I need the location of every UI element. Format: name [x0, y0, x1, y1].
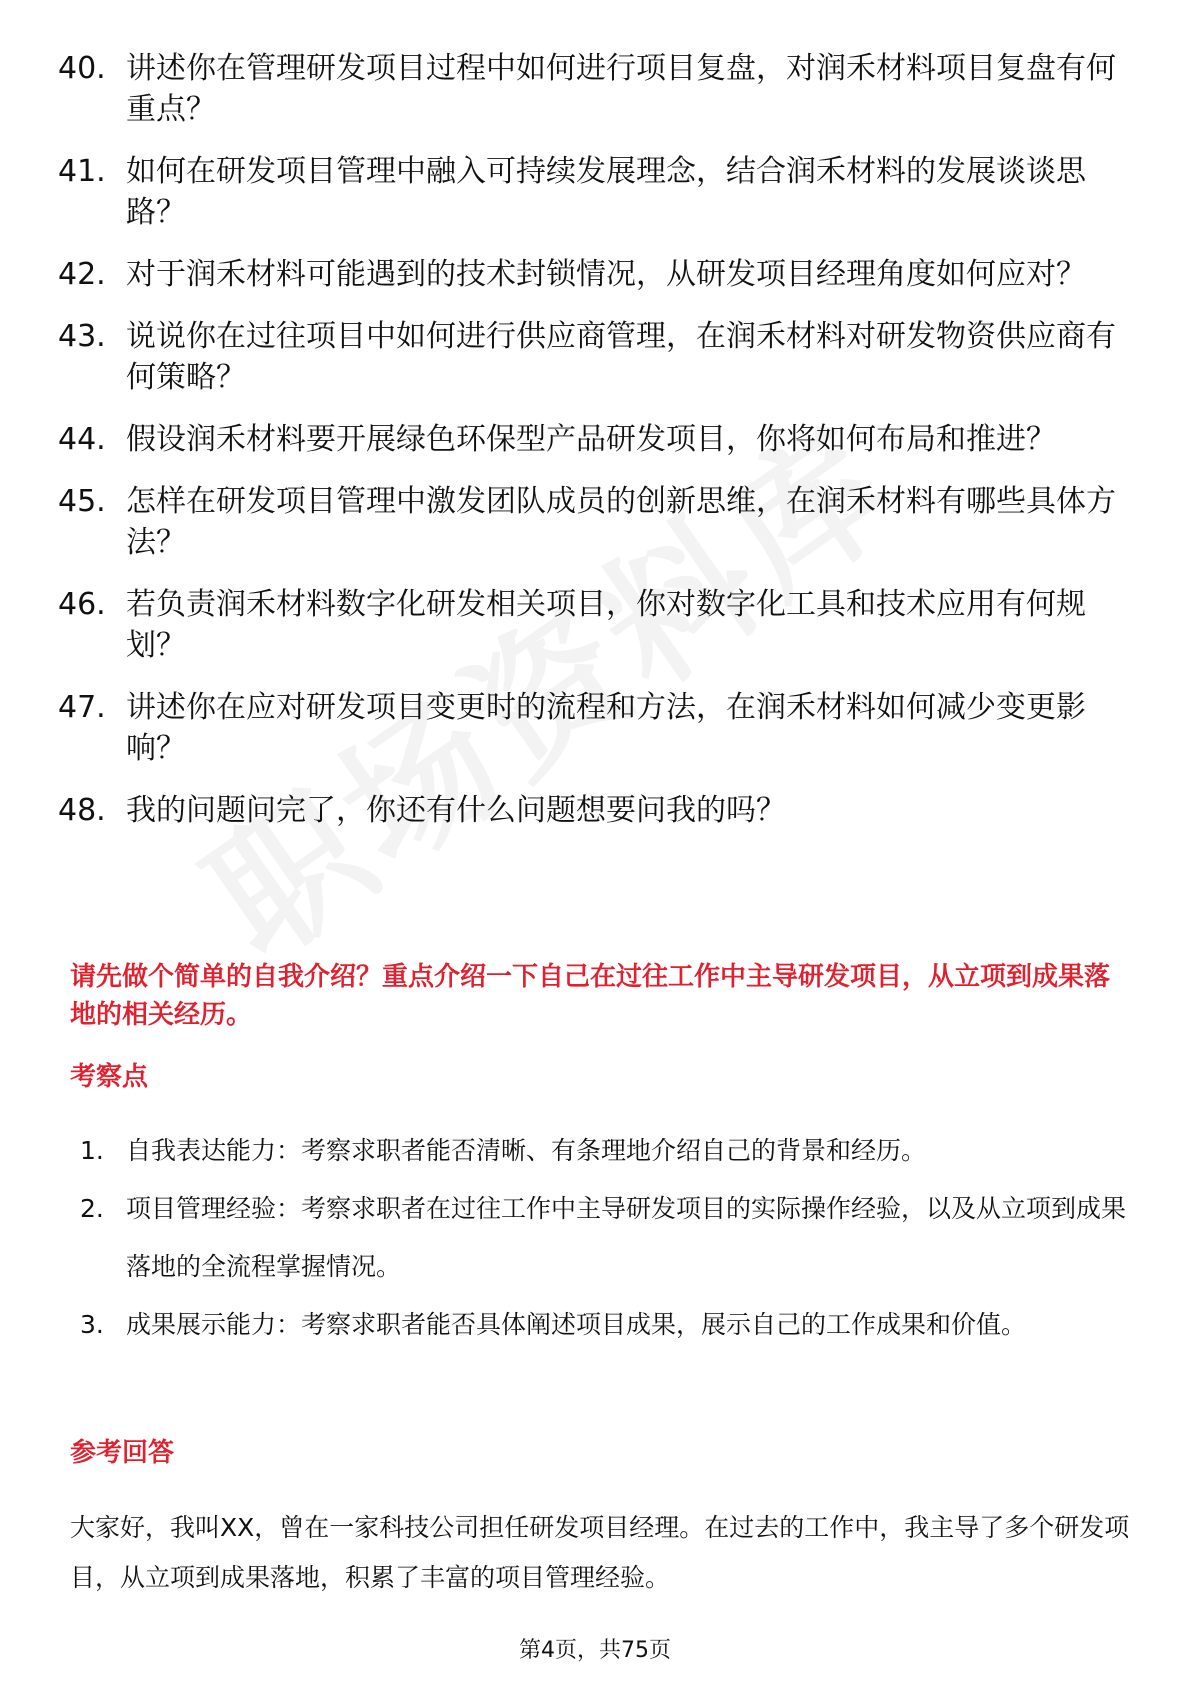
question-item	[58, 687, 1128, 769]
answer-heading: 参考回答	[70, 1438, 175, 1468]
question-number: 43.	[58, 319, 106, 354]
question-text: 若负责润禾材料数字化研发相关项目，你对数字化工具和技术应用有何规划？	[126, 587, 1086, 663]
question-number: 48.	[58, 793, 106, 828]
question-item	[58, 790, 1128, 831]
question-item	[58, 584, 1128, 666]
question-number: 46.	[58, 587, 106, 622]
question-number: 41.	[58, 154, 106, 189]
question-number: 40.	[58, 51, 106, 86]
focus-point	[80, 1180, 1140, 1296]
question-text: 讲述你在管理研发项目过程中如何进行项目复盘，对润禾材料项目复盘有何重点？	[126, 51, 1116, 127]
question-item	[58, 481, 1128, 563]
question-number: 45.	[58, 484, 106, 519]
question-item	[58, 316, 1128, 398]
focus-heading: 考察点	[70, 1062, 149, 1092]
question-item	[58, 151, 1128, 233]
focus-points-list	[80, 1122, 1140, 1354]
question-text: 怎样在研发项目管理中激发团队成员的创新思维，在润禾材料有哪些具体方法？	[126, 484, 1116, 560]
question-text: 对于润禾材料可能遇到的技术封锁情况，从研发项目经理角度如何应对？	[126, 257, 1086, 292]
question-text: 说说你在过往项目中如何进行供应商管理，在润禾材料对研发物资供应商有何策略？	[126, 319, 1116, 395]
focus-point-number: 1.	[80, 1136, 104, 1165]
question-number: 42.	[58, 257, 106, 292]
question-text: 假设润禾材料要开展绿色环保型产品研发项目，你将如何布局和推进？	[126, 422, 1056, 457]
focus-point-text: 成果展示能力：考察求职者能否具体阐述项目成果，展示自己的工作成果和价值。	[126, 1310, 1027, 1339]
answer-paragraph: 大家好，我叫XX，曾在一家科技公司担任研发项目经理。在过去的工作中，我主导了多个研发项目，从立项到成果落地，积累了丰富的项目管理经验。	[70, 1513, 1130, 1592]
question-text: 我的问题问完了，你还有什么问题想要问我的吗？	[126, 793, 786, 828]
section-question: 请先做个简单的自我介绍？重点介绍一下自己在过往工作中主导研发项目，从立项到成果落地的相关经历。	[70, 962, 1111, 1030]
question-number: 44.	[58, 422, 106, 457]
focus-point-text: 自我表达能力：考察求职者能否清晰、有条理地介绍自己的背景和经历。	[126, 1136, 927, 1165]
question-item	[58, 254, 1128, 295]
question-text: 讲述你在应对研发项目变更时的流程和方法，在润禾材料如何减少变更影响？	[126, 690, 1086, 766]
focus-point-text: 项目管理经验：考察求职者在过往工作中主导研发项目的实际操作经验，以及从立项到成果落地的全流程掌握情况。	[126, 1194, 1127, 1281]
question-list	[58, 48, 1128, 852]
question-item	[58, 419, 1128, 460]
focus-point-number: 3.	[80, 1310, 104, 1339]
question-item	[58, 48, 1128, 130]
focus-point-number: 2.	[80, 1194, 104, 1223]
page-footer: 第4页，共75页	[519, 1638, 671, 1663]
focus-point	[80, 1296, 1140, 1354]
focus-point	[80, 1122, 1140, 1180]
question-number: 47.	[58, 690, 106, 725]
question-text: 如何在研发项目管理中融入可持续发展理念，结合润禾材料的发展谈谈思路？	[126, 154, 1086, 230]
